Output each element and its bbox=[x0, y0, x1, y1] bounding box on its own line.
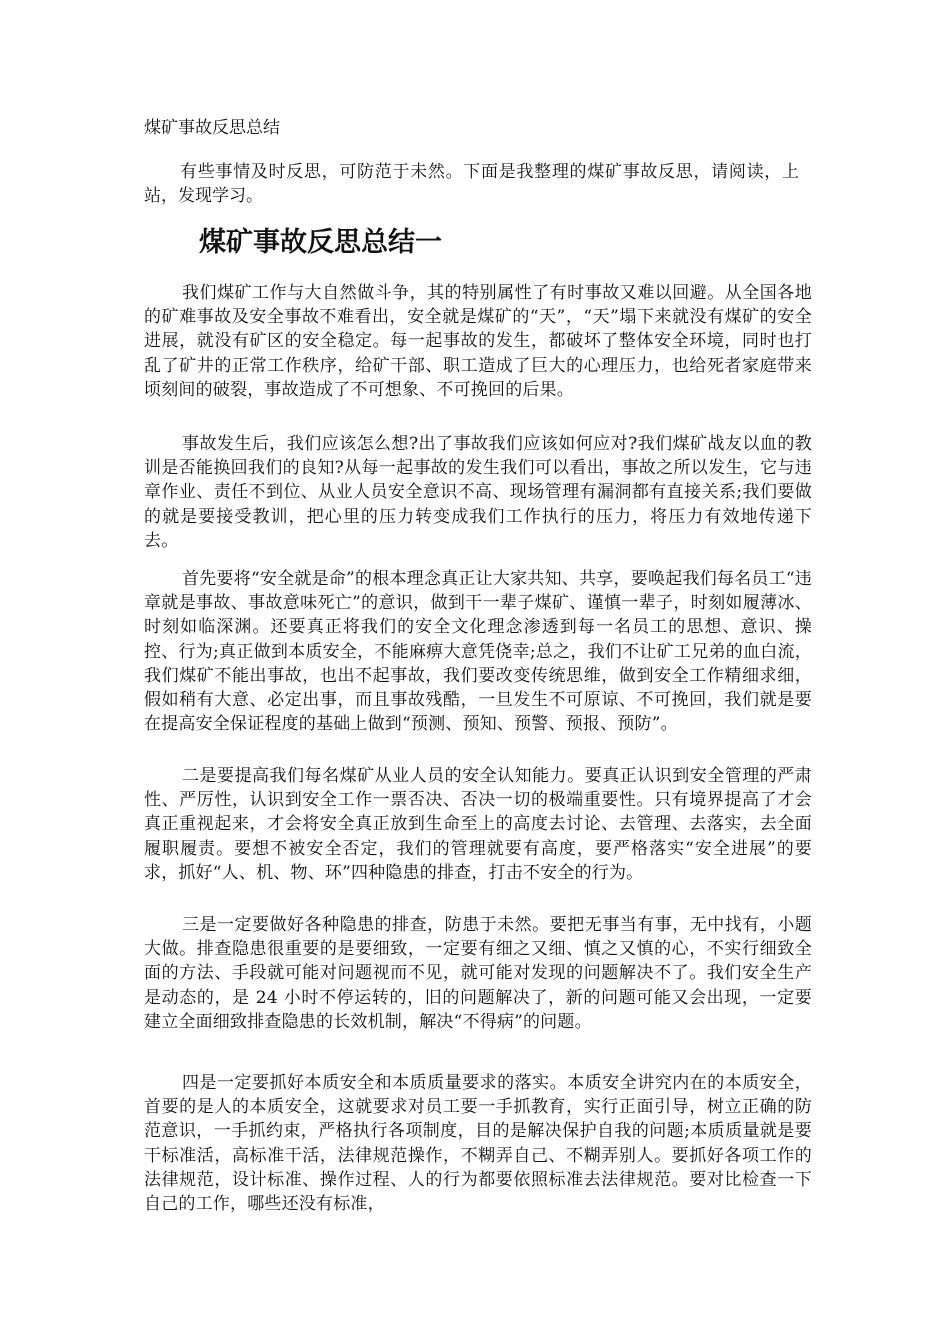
document-title: 煤矿事故反思总结 bbox=[144, 118, 280, 138]
body-paragraph-3: 首先要将“安全就是命”的根本理念真正让大家共知、共享，要唤起我们每名员工“违章就是事故、事故意味死亡”的意识，做到干一辈子煤矿、谨慎一辈子，时刻如履薄冰、时刻如临深渊。还要真正将我们的安全文化理念渗透到每一名员工的思想、意识、操控、行为;真正做到本质安全，不能麻痹大意凭侥幸;总之，我们不让矿工兄弟的血白流，我们煤矿不能出事故，也出不起事故，我们要改变传统思维，做到安全工作精细求细，假如稍有大意、必定出事，而且事故残酷，一旦发生不可原谅、不可挽回，我们就是要在提高安全保证程度的基础上做到“预测、预知、预警、预报、预防”。 bbox=[144, 569, 812, 735]
section-heading: 煤矿事故反思总结一 bbox=[199, 227, 442, 258]
intro-paragraph: 有些事情及时反思，可防范于未然。下面是我整理的煤矿事故反思，请阅读，上站，发现学习。 bbox=[144, 162, 799, 206]
body-paragraph-6: 四是一定要抓好本质安全和本质质量要求的落实。本质安全讲究内在的本质安全，首要的是人的本质安全，这就要求对员工要一手抓教育，实行正面引导，树立正确的防范意识，一手抓约束，严格执行各项制度，目的是解决保护自我的问题;本质质量就是要干标准活，高标准干活，法律规范操作，不糊弄自己、不糊弄别人。要抓好各项工作的法律规范，设计标准、操作过程、人的行为都要依照标准去法律规范。要对比检查一下自己的工作，哪些还没有标准， bbox=[144, 1073, 812, 1215]
body-paragraph-2: 事故发生后，我们应该怎么想?出了事故我们应该如何应对?我们煤矿战友以血的教训是否能换回我们的良知?从每一起事故的发生我们可以看出，事故之所以发生，它与违章作业、责任不到位、从业人员安全意识不高、现场管理有漏洞都有直接关系;我们要做的就是要接受教训，把心里的压力转变成我们工作执行的压力，将压力有效地传递下去。 bbox=[144, 434, 812, 551]
body-paragraph-1: 我们煤矿工作与大自然做斗争，其的特别属性了有时事故又难以回避。从全国各地的矿难事故及安全事故不难看出，安全就是煤矿的“天”，“天”塌下来就没有煤矿的安全进展，就没有矿区的安全稳定。每一起事故的发生，都破坏了整体安全环境，同时也打乱了矿井的正常工作秩序，给矿干部、职工造成了巨大的心理压力，也给死者家庭带来顷刻间的破裂，事故造成了不可想象、不可挽回的后果。 bbox=[144, 283, 812, 400]
body-paragraph-4: 二是要提高我们每名煤矿从业人员的安全认知能力。要真正认识到安全管理的严肃性、严厉性，认识到安全工作一票否决、否决一切的极端重要性。只有境界提高了才会真正重视起来，才会将安全真正放到生命至上的高度去讨论、去管理、去落实，去全面履职履责。要想不被安全否定，我们的管理就要有高度，要严格落实“安全进展”的要求，抓好“人、机、物、环”四种隐患的排查，打击不安全的行为。 bbox=[144, 766, 812, 883]
body-paragraph-5: 三是一定要做好各种隐患的排查，防患于未然。要把无事当有事，无中找有，小题大做。排查隐患很重要的是要细致，一定要有细之又细、慎之又慎的心，不实行细致全面的方法、手段就可能对问题视而不见，就可能对发现的问题解决不了。我们安全生产是动态的，是 24 小时不停运转的，旧的问题解决了，新的问题可能又会出现，一定要建立全面细致排查隐患的长效机制，解决“不得病”的问题。 bbox=[144, 915, 812, 1032]
